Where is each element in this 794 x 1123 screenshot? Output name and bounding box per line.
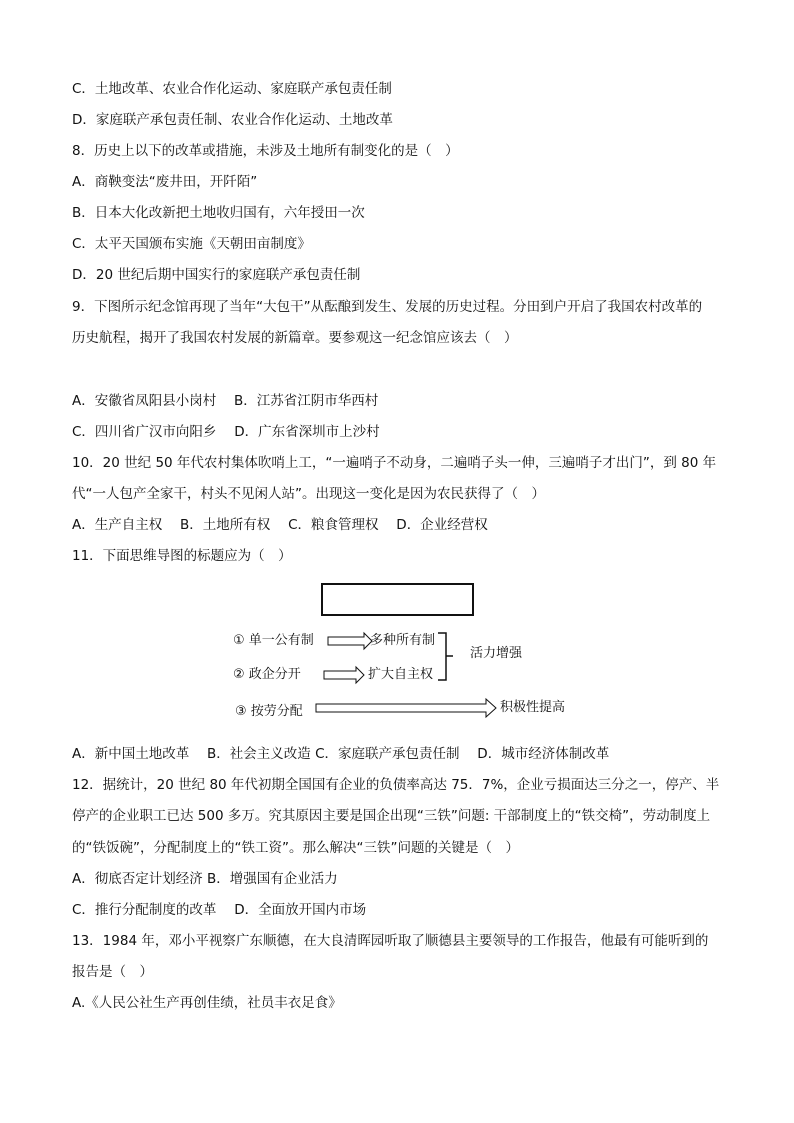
question-12-line3: 的“铁饭碗”，分配制度上的“铁工资”。那么解决“三铁”问题的关键是（ ） bbox=[72, 840, 519, 856]
options-11: A．新中国土地改革 B．社会主义改造 C．家庭联产承包责任制 D．城市经济体制改革 bbox=[72, 746, 610, 762]
arrow-2 bbox=[324, 667, 364, 683]
mind-map-diagram bbox=[220, 576, 600, 726]
option-8a: A．商鞅变法“废井田，开阡陌” bbox=[72, 174, 258, 190]
question-9-line1: 9．下图所示纪念馆再现了当年“大包干”从酝酿到发生、发展的历史过程。分田到户开启了我国农村改革的 bbox=[72, 299, 703, 315]
option-7d: D．家庭联产承包责任制、农业合作化运动、土地改革 bbox=[72, 112, 393, 128]
options-12cd: C．推行分配制度的改革 D．全面放开国内市场 bbox=[72, 902, 367, 918]
option-8b: B．日本大化改新把土地收归国有，六年授田一次 bbox=[72, 205, 365, 221]
question-9-line2: 历史航程，揭开了我国农村发展的新篇章。要参观这一纪念馆应该去（ ） bbox=[72, 330, 518, 346]
arrow-3 bbox=[316, 699, 496, 717]
options-9ab: A．安徽省凤阳县小岗村 B．江苏省江阴市华西村 bbox=[72, 393, 379, 409]
mindmap-row1-left: ① 单一公有制 bbox=[233, 633, 314, 648]
question-13-line2: 报告是（ ） bbox=[72, 964, 153, 980]
option-8d: D．20 世纪后期中国实行的家庭联产承包责任制 bbox=[72, 267, 361, 283]
question-11: 11．下面思维导图的标题应为（ ） bbox=[72, 548, 292, 564]
title-blank-box bbox=[322, 584, 473, 615]
question-12-line1: 12．据统计，20 世纪 80 年代初期全国国有企业的负债率高达 75．7%，企业亏损面达三分之一，停产、半 bbox=[72, 777, 720, 793]
option-13a: A.《人民公社生产再创佳绩，社员丰衣足食》 bbox=[72, 995, 342, 1011]
options-12ab: A．彻底否定计划经济 B．增强国有企业活力 bbox=[72, 871, 338, 887]
option-8c: C．太平天国颁布实施《天朝田亩制度》 bbox=[72, 236, 311, 252]
question-10-line2: 代“一人包产全家干，村头不见闲人站”。出现这一变化是因为农民获得了（ ） bbox=[72, 486, 545, 502]
arrow-1 bbox=[328, 633, 372, 649]
mindmap-row1-right: 多种所有制 bbox=[370, 633, 436, 648]
mindmap-row3-left: ③ 按劳分配 bbox=[235, 704, 303, 719]
question-10-line1: 10．20 世纪 50 年代农村集体吹哨上工，“一遍哨子不动身，二遍哨子头一伸，三遍哨子才出门”，到 80 年 bbox=[72, 455, 717, 471]
brace bbox=[438, 633, 453, 680]
mindmap-brace-label: 活力增强 bbox=[470, 646, 523, 661]
question-13-line1: 13．1984 年，邓小平视察广东顺德，在大良清晖园听取了顺德县主要领导的工作报告，他最有可能听到的 bbox=[72, 933, 709, 949]
option-7c: C．土地改革、农业合作化运动、家庭联产承包责任制 bbox=[72, 81, 392, 97]
mindmap-row3-right: 积极性提高 bbox=[500, 700, 566, 715]
options-10: A．生产自主权 B．土地所有权 C．粮食管理权 D．企业经营权 bbox=[72, 517, 488, 533]
mindmap-row2-right: 扩大自主权 bbox=[368, 667, 434, 682]
mindmap-row2-left: ② 政企分开 bbox=[233, 667, 301, 682]
question-12-line2: 停产的企业职工已达 500 多万。究其原因主要是国企出现“三铁”问题: 干部制度上的“铁交椅”，劳动制度上 bbox=[72, 808, 711, 824]
options-9cd: C．四川省广汉市向阳乡 D．广东省深圳市上沙村 bbox=[72, 424, 380, 440]
question-8: 8．历史上以下的改革或措施，未涉及土地所有制变化的是（ ） bbox=[72, 143, 459, 159]
